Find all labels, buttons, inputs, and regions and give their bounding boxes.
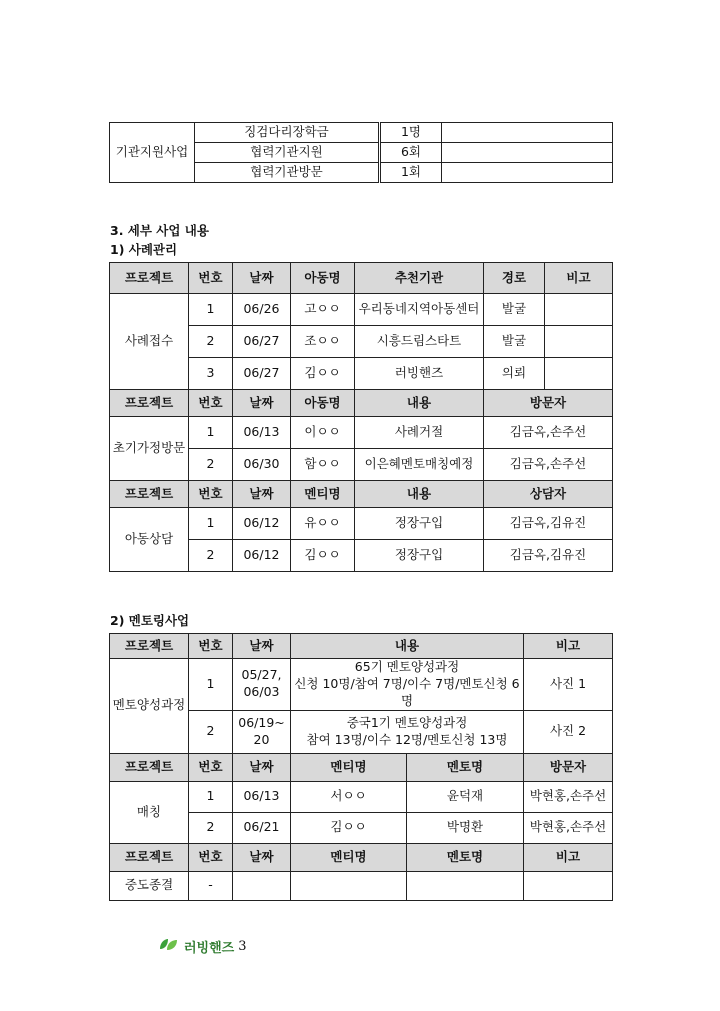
person-cell: 김금옥,손주선 xyxy=(484,449,613,481)
content-line: 신청 10명/참여 7명/이수 7명/멘토신청 6명 xyxy=(294,675,520,708)
mentee-cell: 김ㅇㅇ xyxy=(291,812,407,843)
no-cell: - xyxy=(189,871,233,900)
mentoring-table xyxy=(109,633,613,901)
no-cell: 1 xyxy=(189,508,233,540)
date-cell xyxy=(233,871,291,900)
table-row xyxy=(110,294,613,326)
date-line: 06/03 xyxy=(243,684,280,700)
header-cell: 내용 xyxy=(355,481,484,508)
header-cell: 방문자 xyxy=(484,390,613,417)
no-cell: 1 xyxy=(189,417,233,449)
header-cell: 아동명 xyxy=(291,390,355,417)
header-cell: 프로젝트 xyxy=(110,753,189,781)
name-cell: 함ㅇㅇ xyxy=(291,449,355,481)
header-cell: 비고 xyxy=(545,263,613,294)
header-cell: 내용 xyxy=(291,634,524,659)
no-cell: 1 xyxy=(189,659,233,711)
header-cell: 날짜 xyxy=(233,263,291,294)
date-cell xyxy=(233,710,291,753)
org-cell: 우리동네지역아동센터 xyxy=(355,294,484,326)
name-cell: 유ㅇㅇ xyxy=(291,508,355,540)
note-cell xyxy=(442,143,613,163)
org-cell: 시흥드림스타트 xyxy=(355,326,484,358)
count-cell: 1회 xyxy=(380,163,442,183)
note-cell xyxy=(524,871,613,900)
header-cell: 아동명 xyxy=(291,263,355,294)
header-cell: 번호 xyxy=(189,481,233,508)
subsection-title-case: 1) 사례관리 xyxy=(110,242,178,257)
date-line: 05/27, xyxy=(241,667,282,683)
header-cell: 추천기관 xyxy=(355,263,484,294)
count-cell: 1명 xyxy=(380,123,442,143)
date-cell: 06/13 xyxy=(233,781,291,812)
content-line: 참여 13명/이수 12명/멘토신청 13명 xyxy=(306,731,508,747)
mentor-cell xyxy=(407,871,524,900)
no-cell: 2 xyxy=(189,812,233,843)
header-cell: 프로젝트 xyxy=(110,263,189,294)
table-row xyxy=(110,871,613,900)
date-cell: 06/21 xyxy=(233,812,291,843)
header-cell: 프로젝트 xyxy=(110,634,189,659)
header-cell: 프로젝트 xyxy=(110,390,189,417)
name-cell: 이ㅇㅇ xyxy=(291,417,355,449)
note-cell xyxy=(442,163,613,183)
header-cell: 멘티명 xyxy=(291,481,355,508)
page-number: 3 xyxy=(238,938,247,954)
note-cell xyxy=(545,294,613,326)
support-program-table xyxy=(109,122,613,183)
no-cell: 2 xyxy=(189,540,233,572)
header-cell: 방문자 xyxy=(524,753,613,781)
header-cell: 멘티명 xyxy=(291,843,407,871)
table-row xyxy=(110,417,613,449)
project-cell: 중도종결 xyxy=(110,871,189,900)
header-cell: 프로젝트 xyxy=(110,843,189,871)
content-cell: 사례거절 xyxy=(355,417,484,449)
project-cell: 사례접수 xyxy=(110,294,189,390)
note-cell xyxy=(442,123,613,143)
table-row xyxy=(110,508,613,540)
route-cell: 발굴 xyxy=(484,294,545,326)
date-line: 06/19~ xyxy=(238,714,285,730)
org-cell: 러빙핸즈 xyxy=(355,358,484,390)
content-cell: 이은혜멘토매칭예정 xyxy=(355,449,484,481)
person-cell: 김금옥,김유진 xyxy=(484,508,613,540)
header-cell: 경로 xyxy=(484,263,545,294)
no-cell: 2 xyxy=(189,449,233,481)
no-cell: 2 xyxy=(189,326,233,358)
project-cell: 매칭 xyxy=(110,781,189,843)
date-cell: 06/12 xyxy=(233,540,291,572)
header-cell: 번호 xyxy=(189,753,233,781)
section-title: 3. 세부 사업 내용 xyxy=(110,223,209,238)
date-cell: 06/27 xyxy=(233,358,291,390)
date-line: 20 xyxy=(253,731,270,747)
header-cell: 날짜 xyxy=(233,634,291,659)
table-row xyxy=(110,659,613,711)
name-cell: 김ㅇㅇ xyxy=(291,358,355,390)
header-cell: 번호 xyxy=(189,263,233,294)
note-cell: 사진 2 xyxy=(524,710,613,753)
header-cell: 내용 xyxy=(355,390,484,417)
mentor-cell: 윤덕재 xyxy=(407,781,524,812)
date-cell: 06/13 xyxy=(233,417,291,449)
subsection-title-mentoring: 2) 멘토링사업 xyxy=(110,613,190,628)
leaf-logo-icon xyxy=(158,936,180,956)
project-cell: 초기가정방문 xyxy=(110,417,189,481)
person-cell: 김금옥,손주선 xyxy=(484,417,613,449)
header-cell: 비고 xyxy=(524,843,613,871)
page-footer xyxy=(158,936,247,956)
no-cell: 1 xyxy=(189,781,233,812)
group-cell: 기관지원사업 xyxy=(110,123,195,183)
header-cell: 날짜 xyxy=(233,481,291,508)
mentor-cell: 박명환 xyxy=(407,812,524,843)
person-cell: 김금옥,김유진 xyxy=(484,540,613,572)
header-cell: 날짜 xyxy=(233,390,291,417)
content-line: 중국1기 멘토양성과정 xyxy=(346,714,468,730)
date-cell: 06/27 xyxy=(233,326,291,358)
header-cell: 멘티명 xyxy=(291,753,407,781)
route-cell: 발굴 xyxy=(484,326,545,358)
header-cell: 비고 xyxy=(524,634,613,659)
route-cell: 의뢰 xyxy=(484,358,545,390)
mentee-cell xyxy=(291,871,407,900)
header-cell: 상담자 xyxy=(484,481,613,508)
item-cell: 징검다리장학금 xyxy=(195,123,380,143)
content-cell xyxy=(291,710,524,753)
header-cell: 번호 xyxy=(189,843,233,871)
project-cell: 아동상담 xyxy=(110,508,189,572)
name-cell: 고ㅇㅇ xyxy=(291,294,355,326)
visitor-cell: 박현홍,손주선 xyxy=(524,812,613,843)
project-cell: 멘토양성과정 xyxy=(110,659,189,754)
header-cell: 날짜 xyxy=(233,753,291,781)
content-line: 65기 멘토양성과정 xyxy=(354,659,460,674)
content-cell: 정장구입 xyxy=(355,508,484,540)
content-cell xyxy=(291,659,524,711)
mentee-cell: 서ㅇㅇ xyxy=(291,781,407,812)
date-cell: 06/12 xyxy=(233,508,291,540)
note-cell xyxy=(545,326,613,358)
header-cell: 프로젝트 xyxy=(110,481,189,508)
note-cell xyxy=(545,358,613,390)
date-cell: 06/26 xyxy=(233,294,291,326)
case-management-table xyxy=(109,262,613,572)
name-cell: 김ㅇㅇ xyxy=(291,540,355,572)
note-cell: 사진 1 xyxy=(524,659,613,711)
table-row xyxy=(110,781,613,812)
date-cell: 06/30 xyxy=(233,449,291,481)
name-cell: 조ㅇㅇ xyxy=(291,326,355,358)
visitor-cell: 박현홍,손주선 xyxy=(524,781,613,812)
header-cell: 번호 xyxy=(189,390,233,417)
header-cell: 멘토명 xyxy=(407,753,524,781)
logo-text: 러빙핸즈 xyxy=(184,940,235,956)
content-cell: 정장구입 xyxy=(355,540,484,572)
date-cell xyxy=(233,659,291,711)
no-cell: 1 xyxy=(189,294,233,326)
item-cell: 협력기관지원 xyxy=(195,143,380,163)
header-cell: 번호 xyxy=(189,634,233,659)
header-cell: 멘토명 xyxy=(407,843,524,871)
no-cell: 2 xyxy=(189,710,233,753)
header-cell: 날짜 xyxy=(233,843,291,871)
count-cell: 6회 xyxy=(380,143,442,163)
no-cell: 3 xyxy=(189,358,233,390)
item-cell: 협력기관방문 xyxy=(195,163,380,183)
